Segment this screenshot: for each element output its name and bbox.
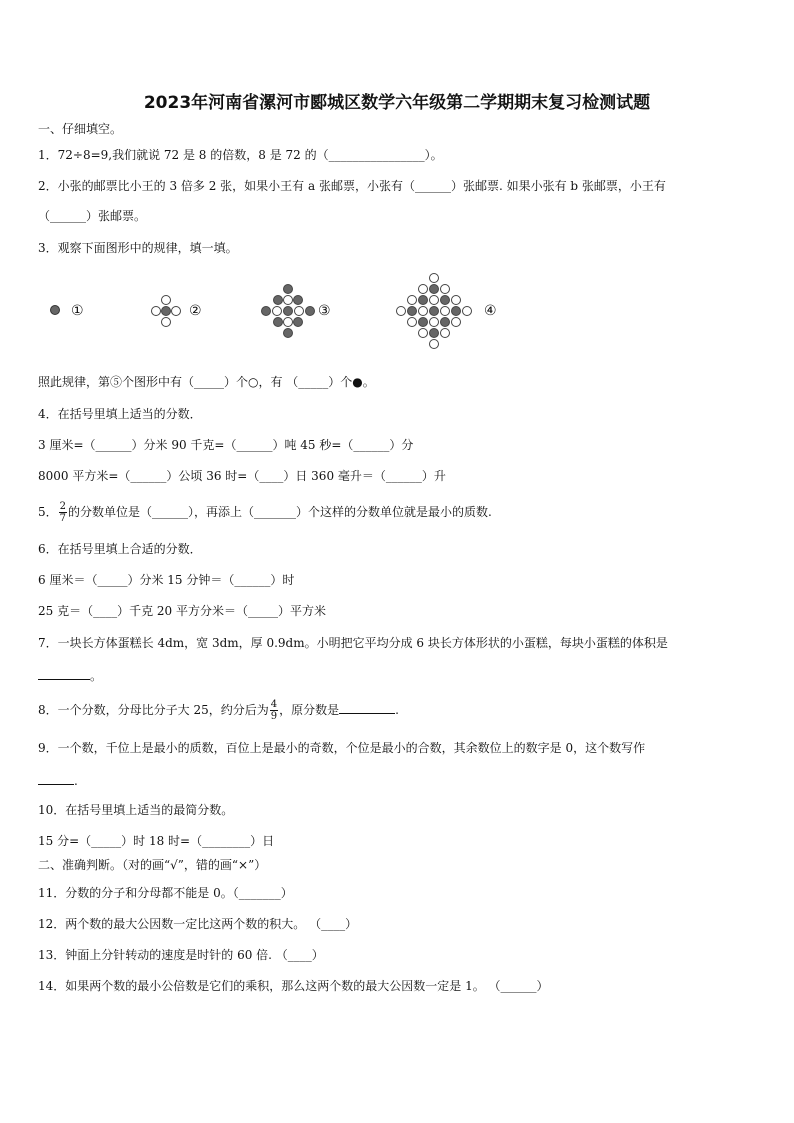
question-11: 11．分数的分子和分母都不能是 0。（_______）: [38, 886, 293, 900]
question-8-suffix: ，原分数是: [279, 703, 340, 717]
question-9-end: .: [74, 774, 78, 788]
question-8-text: 8．一个分数，分母比分子大 25，约分后为: [38, 703, 269, 717]
answer-blank: [339, 701, 395, 714]
question-4-row-1: 3 厘米=（______）分米 90 千克=（______）吨 45 秒=（______）分: [38, 438, 414, 452]
section-heading-judge: 二、准确判断。（对的画“√”，错的画“×”）: [38, 858, 267, 872]
fraction-4-9: [270, 699, 278, 722]
figure-2: [152, 296, 181, 327]
figure-2-label: ②: [189, 303, 202, 319]
question-2-line-1: 2．小张的邮票比小王的 3 倍多 2 张，如果小王有 a 张邮票，小张有（______）张邮票. 如果小张有 b 张邮票，小王有: [38, 179, 666, 193]
question-3: 3．观察下面图形中的规律，填一填。: [38, 241, 238, 255]
question-7-line-1: 7．一块长方体蛋糕长 4dm，宽 3dm，厚 0.9dm。小明把它平均分成 6 块长方体形状的小蛋糕，每块小蛋糕的体积是: [38, 636, 668, 650]
question-9-line-2: [38, 772, 78, 789]
figure-1: [51, 306, 60, 315]
question-6: 6．在括号里填上合适的分数．: [38, 542, 202, 556]
question-8: [38, 698, 399, 722]
question-14: 14．如果两个数的最小公倍数是它们的乘积，那么这两个数的最大公因数一定是 1。 （______）: [38, 979, 549, 993]
question-8-end: .: [395, 703, 399, 717]
question-5-text: 的分数单位是（______），再添上（_______）个这样的分数单位就是最小的质数.: [68, 505, 492, 519]
figure-4-label: ④: [484, 303, 497, 319]
question-1: 1．72÷8=9,我们就说 72 是 8 的倍数，8 是 72 的（________________）。: [38, 148, 443, 162]
question-10: 10．在括号里填上适当的最简分数。: [38, 803, 234, 817]
question-6-row-1: 6 厘米＝（_____）分米 15 分钟＝（______）时: [38, 573, 295, 587]
question-2-line-2: （______）张邮票。: [38, 209, 147, 223]
fraction-denominator: 7: [59, 513, 67, 524]
question-4: 4．在括号里填上适当的分数．: [38, 407, 202, 421]
question-4-row-2: 8000 平方米=（______）公顷 36 时=（____）日 360 毫升＝（______）升: [38, 469, 446, 483]
fraction-numerator: 2: [59, 501, 67, 512]
question-3-answer: 照此规律，第⑤个图形中有（_____）个○，有 （_____）个●。: [38, 375, 375, 389]
figure-4: [397, 274, 472, 349]
question-6-row-2: 25 克＝（____）千克 20 平方分米＝（_____）平方米: [38, 604, 326, 618]
pattern-figures: [0, 270, 794, 360]
pattern-figures-svg: [0, 270, 794, 360]
figure-3-label: ③: [318, 303, 331, 319]
question-13: 13．钟面上分针转动的速度是时针的 60 倍. （____）: [38, 948, 324, 962]
question-9-line-1: 9．一个数，千位上是最小的质数，百位上是最小的奇数，个位是最小的合数，其余数位上的数字是 0，这个数写作: [38, 741, 646, 755]
section-heading-fill: 一、仔细填空。: [38, 122, 123, 136]
fraction-2-7: [59, 501, 67, 524]
question-5-number: 5．: [38, 505, 58, 519]
question-7-end: 。: [90, 669, 103, 683]
figure-1-label: ①: [71, 303, 84, 319]
answer-blank: [38, 667, 90, 680]
question-7-line-2: [38, 667, 102, 684]
figure-3: [262, 285, 315, 338]
answer-blank: [38, 772, 74, 785]
page-title: 2023年河南省漯河市郾城区数学六年级第二学期期末复习检测试题: [143, 93, 651, 113]
question-5: [38, 500, 492, 524]
question-12: 12．两个数的最大公因数一定比这两个数的积大。 （____）: [38, 917, 358, 931]
question-10-row: 15 分=（_____）时 18 时=（________）日: [38, 834, 275, 848]
fraction-numerator: 4: [270, 699, 278, 710]
fraction-denominator: 9: [270, 711, 278, 722]
